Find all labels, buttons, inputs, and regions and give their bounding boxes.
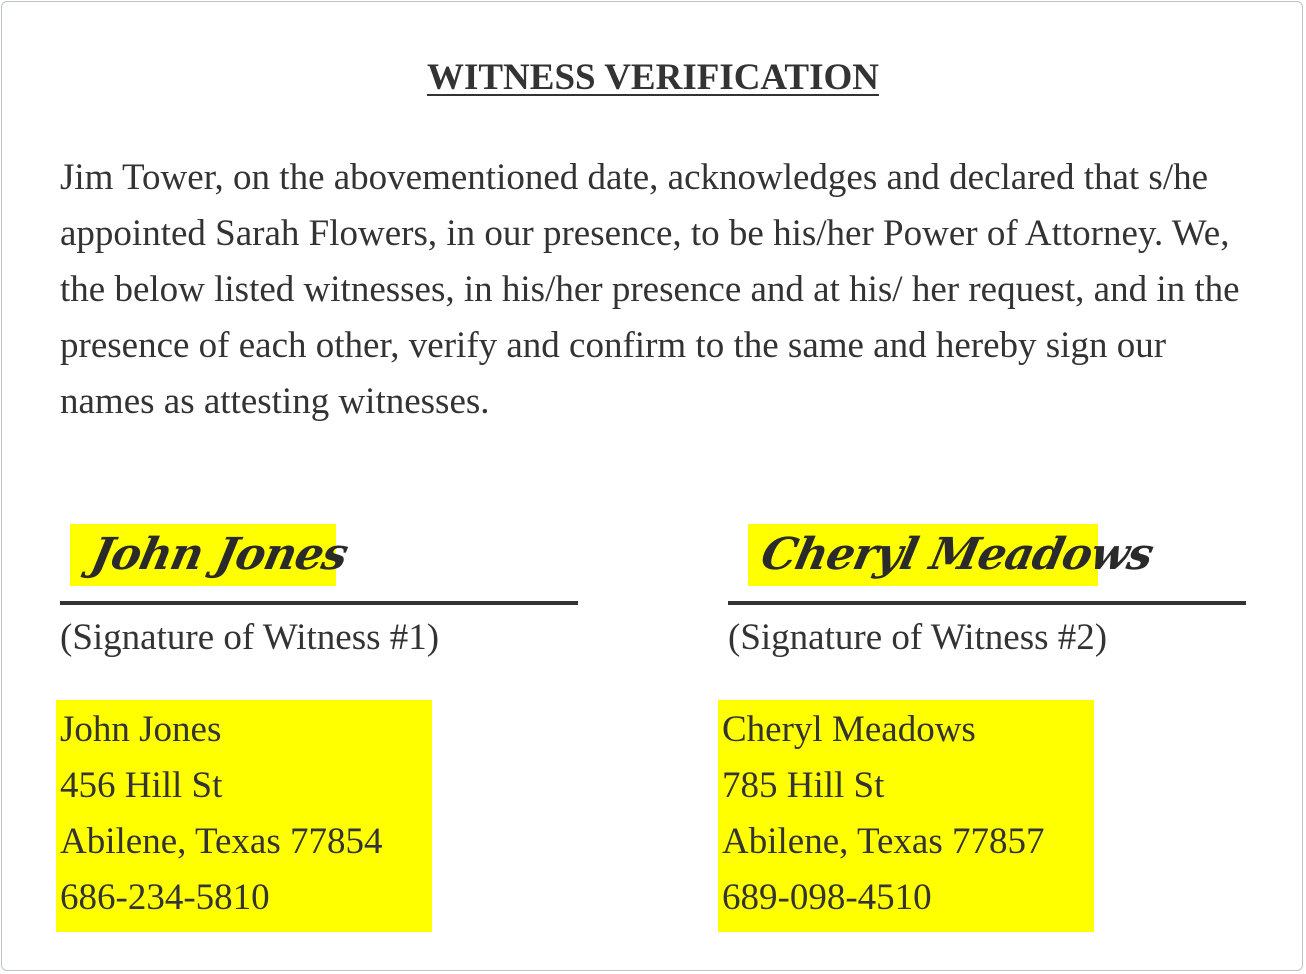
witness2-signature: Cheryl Meadows — [756, 529, 1158, 580]
title-text: WITNESS VERIFICATION — [426, 57, 879, 98]
witness1-signature: John Jones — [86, 529, 352, 580]
witness2-signature-line — [728, 601, 1246, 605]
witness1-name: John Jones — [60, 709, 222, 750]
witness1-street: 456 Hill St — [60, 765, 223, 806]
witness1-address-block — [56, 700, 432, 932]
witness2-signature-caption: (Signature of Witness #2) — [728, 617, 1108, 658]
witness2-city-state-zip: Abilene, Texas 77857 — [722, 821, 1045, 862]
witness2-street: 785 Hill St — [722, 765, 885, 806]
witness2-name: Cheryl Meadows — [722, 709, 976, 750]
witness2-address-block — [718, 700, 1094, 932]
witness1-signature-line — [60, 601, 578, 605]
witness1-phone: 686-234-5810 — [60, 877, 270, 918]
document-title — [0, 56, 1306, 100]
witness2-phone: 689-098-4510 — [722, 877, 932, 918]
witness1-signature-caption: (Signature of Witness #1) — [60, 617, 440, 658]
verification-paragraph: Jim Tower, on the abovementioned date, acknowledges and declared that s/he appointed Sarah Flowers, in our presence, to be his/her Power of Attorney. We, the below listed witnesses, in his/her presence and at his/ her request, and in the presence of each other, verify and confirm to the same and hereby sign our names as attesting witnesses. — [60, 157, 1240, 422]
witness1-city-state-zip: Abilene, Texas 77854 — [60, 821, 383, 862]
